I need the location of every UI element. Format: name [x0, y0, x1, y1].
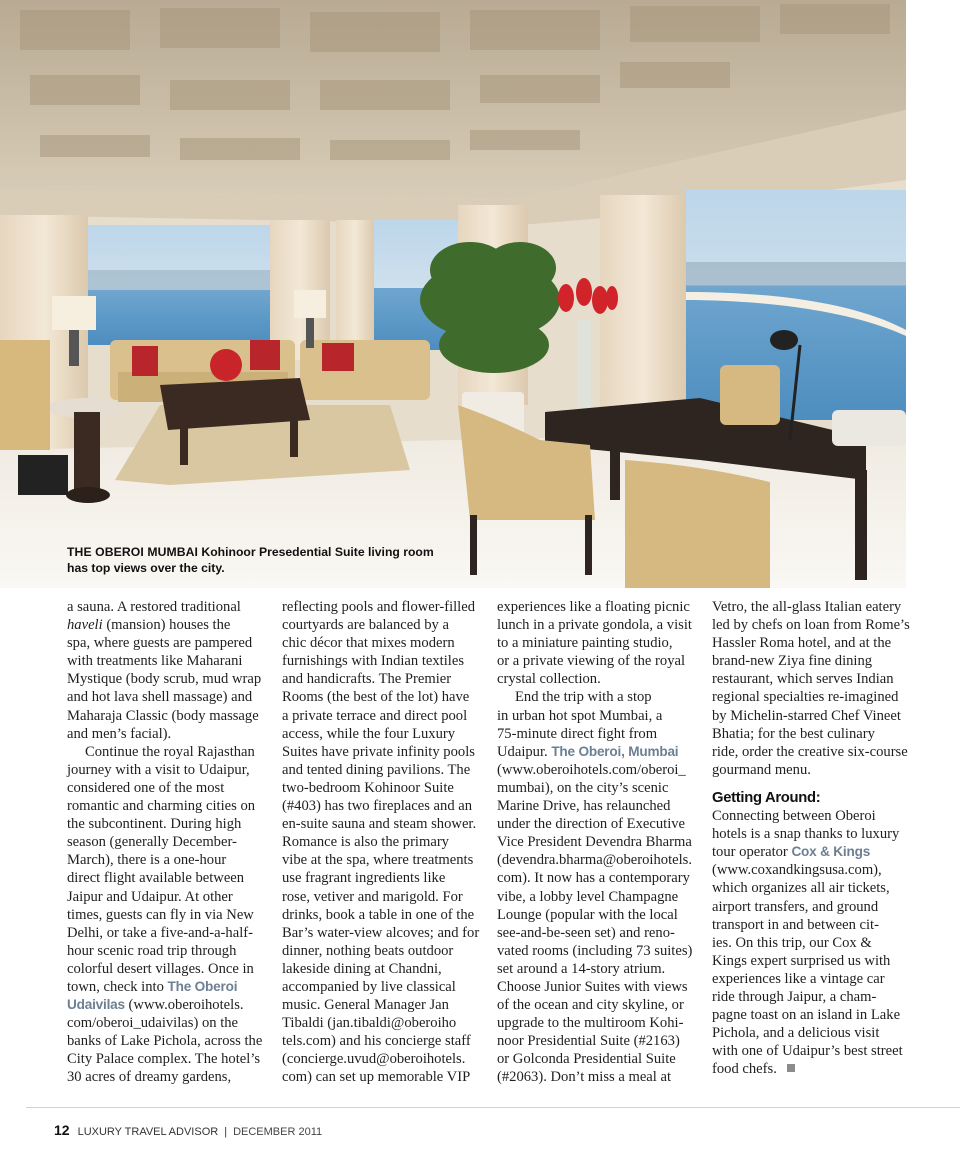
- text-run: times, guests can fly in via New: [67, 906, 254, 923]
- text-line: [712, 1060, 910, 1078]
- text-line: [497, 1014, 693, 1032]
- article-column-2: [282, 598, 479, 1087]
- text-line: [282, 996, 479, 1014]
- issue-date: DECEMBER 2011: [233, 1126, 323, 1138]
- text-run: a private terrace and direct pool: [282, 707, 468, 724]
- text-line: [67, 634, 263, 652]
- text-run: direct flight available between: [67, 870, 245, 887]
- article-column-1: [67, 598, 263, 1087]
- text-run: use fragrant ingredients like: [282, 870, 446, 887]
- text-line: [282, 688, 479, 706]
- text-run: tels.com) and his concierge staff: [282, 1033, 471, 1050]
- text-line: [712, 970, 910, 988]
- text-run: Maharaja Classic (body massage: [67, 707, 259, 724]
- text-line: [282, 779, 479, 797]
- text-run: Pichola, and a delicious visit: [712, 1025, 880, 1042]
- text-run: tour operator: [712, 844, 792, 861]
- text-line: [67, 996, 263, 1014]
- text-run: (#2063). Don’t miss a meal at: [497, 1069, 672, 1086]
- footer-rule: [26, 1107, 960, 1108]
- text-line: [497, 725, 693, 743]
- text-line: [282, 598, 479, 616]
- text-line: [67, 761, 263, 779]
- text-line: [282, 1068, 479, 1086]
- text-run: Vice President Devendra Bharma: [497, 834, 692, 851]
- text-run: restaurant, which serves Indian: [712, 671, 894, 688]
- hotel-name-highlight: Udaivilas: [67, 997, 125, 1013]
- text-run: set around a 14-story atrium.: [497, 960, 666, 977]
- text-line: [282, 743, 479, 761]
- text-line: [282, 1014, 479, 1032]
- paragraph: [497, 688, 693, 1086]
- text-run: rose, vetiver and marigold. For: [282, 888, 463, 905]
- text-line: [497, 707, 693, 725]
- text-run: Suites have private infinity pools: [282, 743, 475, 760]
- text-run: a sauna. A restored traditional: [67, 599, 241, 615]
- text-run: Marine Drive, has relaunched: [497, 798, 671, 815]
- text-run: drinks, book a table in one of the: [282, 906, 475, 923]
- text-run: to a miniature painting studio,: [497, 635, 673, 652]
- text-run: and tented dining pavilions. The: [282, 761, 471, 778]
- text-run: hotels is a snap thanks to luxury: [712, 826, 900, 843]
- text-line: [67, 797, 263, 815]
- text-line: [67, 616, 263, 634]
- hotel-name-highlight: Cox & Kings: [791, 844, 871, 860]
- text-line: [67, 833, 263, 851]
- text-run: Hassler Roma hotel, and at the: [712, 635, 892, 652]
- text-run: reflecting pools and flower-filled: [282, 599, 476, 615]
- text-line: [712, 670, 910, 688]
- text-run: or a private viewing of the royal: [497, 653, 686, 670]
- text-line: [497, 616, 693, 634]
- text-run: mumbai), on the city’s scenic: [497, 779, 669, 796]
- text-line: [497, 869, 693, 887]
- text-run: airport transfers, and ground: [712, 898, 879, 915]
- text-run: ies. On this trip, our Cox &: [712, 934, 872, 951]
- text-line: [67, 743, 263, 761]
- text-line: [497, 960, 693, 978]
- paragraph: [712, 598, 910, 779]
- text-line: [282, 1050, 479, 1068]
- text-run: the subcontinent. During high: [67, 816, 242, 833]
- text-run: ride, order the creative six-course: [712, 743, 908, 760]
- text-run: Connecting between Oberoi: [712, 808, 876, 825]
- text-run: and men’s facial).: [67, 725, 172, 742]
- text-line: [282, 978, 479, 996]
- text-run: access, while the four Luxury: [282, 725, 456, 742]
- text-run: ride through Jaipur, a cham-: [712, 988, 877, 1005]
- end-of-article-icon: [787, 1064, 795, 1072]
- text-run: Rooms (the best of the lot) have: [282, 689, 470, 706]
- text-line: [282, 942, 479, 960]
- text-line: [67, 924, 263, 942]
- text-run: Jaipur and Udaipur. At other: [67, 888, 233, 905]
- text-line: [712, 843, 910, 861]
- paragraph: [712, 807, 910, 1078]
- text-run: see-and-be-seen set) and reno-: [497, 924, 675, 941]
- text-line: [497, 1068, 693, 1086]
- text-line: [67, 815, 263, 833]
- text-line: [67, 670, 263, 688]
- footer-separator: |: [224, 1126, 228, 1138]
- article-column-4: [712, 598, 910, 1078]
- text-run: 75-minute direct fight from: [497, 725, 658, 742]
- caption-hotel-name: THE OBEROI MUMBAI: [67, 545, 199, 559]
- text-line: [282, 815, 479, 833]
- text-run: crystal collection.: [497, 671, 601, 688]
- text-line: [712, 1042, 910, 1060]
- text-run: led by chefs on loan from Rome’s: [712, 617, 910, 634]
- text-run: two-bedroom Kohinoor Suite: [282, 779, 454, 796]
- text-line: [497, 634, 693, 652]
- text-line: [497, 888, 693, 906]
- caption-text-line1: Kohinoor Presedential Suite living room: [198, 545, 434, 559]
- text-line: [497, 906, 693, 924]
- text-line: [712, 707, 910, 725]
- text-line: [282, 761, 479, 779]
- text-line: [282, 652, 479, 670]
- text-line: [282, 797, 479, 815]
- text-run: experiences like a floating picnic: [497, 599, 690, 615]
- text-run: Udaipur.: [497, 743, 552, 760]
- text-line: [712, 652, 910, 670]
- text-run: regional specialties re-imagined: [712, 689, 899, 706]
- text-line: [282, 616, 479, 634]
- text-line: [497, 996, 693, 1014]
- hotel-name-highlight: The Oberoi, Mumbai: [551, 743, 679, 759]
- getting-around-body: [712, 807, 910, 1078]
- text-run: with treatments like Maharani: [67, 653, 243, 670]
- text-line: [712, 1006, 910, 1024]
- text-run: Mystique (body scrub, mud wrap: [67, 671, 262, 688]
- paragraph: [282, 598, 479, 1087]
- text-run: which organizes all air tickets,: [712, 880, 890, 897]
- text-line: [712, 952, 910, 970]
- text-run: brand-new Ziya fine dining: [712, 653, 873, 670]
- text-run: by Michelin-starred Chef Vineet: [712, 707, 901, 724]
- text-line: [67, 1032, 263, 1050]
- text-line: [67, 725, 263, 743]
- text-run: under the direction of Executive: [497, 816, 686, 833]
- paragraph: [497, 598, 693, 688]
- caption-text-line2: has top views over the city.: [67, 560, 225, 575]
- text-line: [712, 988, 910, 1006]
- text-run: or Golconda Presidential Suite: [497, 1051, 676, 1068]
- text-line: [712, 688, 910, 706]
- text-run: 30 acres of dreamy gardens,: [67, 1069, 232, 1086]
- text-run: in urban hot spot Mumbai, a: [497, 707, 663, 724]
- text-run: Choose Junior Suites with views: [497, 978, 688, 995]
- text-line: [282, 869, 479, 887]
- text-line: [712, 916, 910, 934]
- text-run: March), there is a one-hour: [67, 852, 227, 869]
- text-line: [67, 779, 263, 797]
- text-line: [712, 598, 910, 616]
- text-run: banks of Lake Pichola, across the: [67, 1033, 263, 1050]
- text-run: vibe, a lobby level Champagne: [497, 888, 679, 905]
- text-run: upgrade to the multiroom Kohi-: [497, 1015, 684, 1032]
- text-line: [497, 851, 693, 869]
- text-run: experiences like a vintage car: [712, 970, 885, 987]
- text-line: [497, 598, 693, 616]
- text-run: (devendra.bharma@oberoihotels.: [497, 852, 692, 869]
- text-line: [67, 869, 263, 887]
- text-line: [67, 707, 263, 725]
- text-run: season (generally December-: [67, 834, 237, 851]
- text-line: [67, 1050, 263, 1068]
- text-run: lakeside dining at Chandni,: [282, 960, 442, 977]
- text-line: [67, 1068, 263, 1086]
- text-run: noor Presidential Suite (#2163): [497, 1033, 680, 1050]
- text-run: com). It now has a contemporary: [497, 870, 690, 887]
- text-line: [67, 598, 263, 616]
- text-line: [67, 942, 263, 960]
- text-line: [497, 688, 693, 706]
- text-line: [497, 743, 693, 761]
- text-line: [497, 797, 693, 815]
- text-run: (www.coxandkingsusa.com),: [712, 862, 882, 879]
- text-line: [282, 960, 479, 978]
- text-line: [712, 825, 910, 843]
- text-run: hour scenic road trip through: [67, 942, 237, 959]
- text-run: and handicrafts. The Premier: [282, 671, 452, 688]
- paragraph: [67, 598, 263, 743]
- text-run: City Palace complex. The hotel’s: [67, 1051, 261, 1068]
- text-run: spa, where guests are pampered: [67, 635, 253, 652]
- text-run: Bar’s water-view alcoves; and for: [282, 924, 480, 941]
- text-run: Lounge (popular with the local: [497, 906, 678, 923]
- text-run: (www.oberoihotels.: [124, 997, 244, 1014]
- text-line: [712, 761, 910, 779]
- suite-living-room-image: [0, 0, 906, 588]
- text-line: [497, 670, 693, 688]
- text-run: pagne toast on an island in Lake: [712, 1007, 901, 1024]
- text-line: [282, 725, 479, 743]
- text-run: romantic and charming cities on: [67, 798, 256, 815]
- text-run: of the ocean and city skyline, or: [497, 997, 684, 1014]
- text-run: gourmand menu.: [712, 761, 811, 778]
- text-run: (concierge.uvud@oberoihotels.: [282, 1051, 466, 1068]
- text-line: [67, 888, 263, 906]
- text-line: [497, 1050, 693, 1068]
- text-line: [497, 1032, 693, 1050]
- text-line: [497, 833, 693, 851]
- text-run: End the trip with a stop: [515, 689, 652, 706]
- text-run: (#403) has two fireplaces and an: [282, 798, 473, 815]
- text-line: [67, 978, 263, 996]
- text-line: [282, 833, 479, 851]
- text-run: town, check into: [67, 978, 168, 995]
- text-run: journey with a visit to Udaipur,: [67, 761, 250, 778]
- text-run: (www.oberoihotels.com/oberoi_: [497, 761, 686, 778]
- text-line: [497, 779, 693, 797]
- text-line: [282, 851, 479, 869]
- text-run: com/oberoi_udaivilas) on the: [67, 1015, 239, 1032]
- text-line: [712, 634, 910, 652]
- text-line: [282, 634, 479, 652]
- text-run: Kings expert surprised us with: [712, 952, 891, 969]
- italic-term: haveli: [67, 617, 103, 634]
- text-line: [282, 1032, 479, 1050]
- text-run: colorful desert villages. Once in: [67, 960, 254, 977]
- text-run: Delhi, or take a five-and-a-half-: [67, 924, 253, 941]
- text-line: [282, 707, 479, 725]
- text-run: courtyards are balanced by a: [282, 617, 449, 634]
- text-line: [712, 743, 910, 761]
- text-line: [712, 807, 910, 825]
- text-line: [712, 898, 910, 916]
- text-line: [712, 879, 910, 897]
- text-line: [497, 815, 693, 833]
- text-run: Tibaldi (jan.tibaldi@oberoiho: [282, 1015, 457, 1032]
- text-line: [497, 942, 693, 960]
- hotel-name-highlight: The Oberoi: [167, 978, 238, 994]
- page-footer: [54, 1122, 322, 1138]
- text-run: lunch in a private gondola, a visit: [497, 617, 692, 634]
- text-line: [712, 725, 910, 743]
- text-run: (mansion) houses the: [102, 617, 231, 634]
- text-run: food chefs.: [712, 1061, 777, 1078]
- hero-photo: [0, 0, 906, 588]
- text-line: [67, 960, 263, 978]
- text-line: [712, 1024, 910, 1042]
- text-line: [497, 652, 693, 670]
- text-line: [67, 851, 263, 869]
- text-run: and hot lava shell massage) and: [67, 689, 253, 706]
- publication-name: LUXURY TRAVEL ADVISOR: [77, 1126, 219, 1138]
- text-line: [282, 670, 479, 688]
- text-run: com) can set up memorable VIP: [282, 1069, 471, 1086]
- text-run: en-suite sauna and steam shower.: [282, 816, 477, 833]
- paragraph: [67, 743, 263, 1087]
- text-line: [712, 861, 910, 879]
- text-line: [712, 616, 910, 634]
- text-run: Vetro, the all-glass Italian eatery: [712, 599, 902, 615]
- text-line: [282, 888, 479, 906]
- text-run: considered one of the most: [67, 779, 225, 796]
- text-run: transport in and between cit-: [712, 916, 879, 933]
- text-line: [497, 924, 693, 942]
- text-line: [282, 924, 479, 942]
- text-line: [67, 906, 263, 924]
- page-number: 12: [54, 1122, 70, 1138]
- text-run: music. General Manager Jan: [282, 997, 449, 1014]
- text-line: [67, 1014, 263, 1032]
- text-run: accompanied by live classical: [282, 978, 456, 995]
- text-run: Romance is also the primary: [282, 834, 449, 851]
- article-column-3: [497, 598, 693, 1087]
- text-line: [712, 934, 910, 952]
- text-run: with one of Udaipur’s best street: [712, 1043, 903, 1060]
- text-run: furnishings with Indian textiles: [282, 653, 464, 670]
- getting-around-subhead: Getting Around:: [712, 789, 821, 806]
- text-run: vated rooms (including 73 suites): [497, 942, 693, 959]
- text-line: [497, 978, 693, 996]
- text-line: [497, 761, 693, 779]
- text-run: dinner, nothing beats outdoor: [282, 942, 454, 959]
- text-line: [67, 652, 263, 670]
- text-line: [282, 906, 479, 924]
- text-run: Bhatia; for the best culinary: [712, 725, 875, 742]
- text-run: chic décor that mixes modern: [282, 635, 455, 652]
- text-run: vibe at the spa, where treatments: [282, 852, 474, 869]
- photo-caption: [67, 545, 487, 576]
- text-run: Continue the royal Rajasthan: [85, 743, 255, 760]
- text-line: [67, 688, 263, 706]
